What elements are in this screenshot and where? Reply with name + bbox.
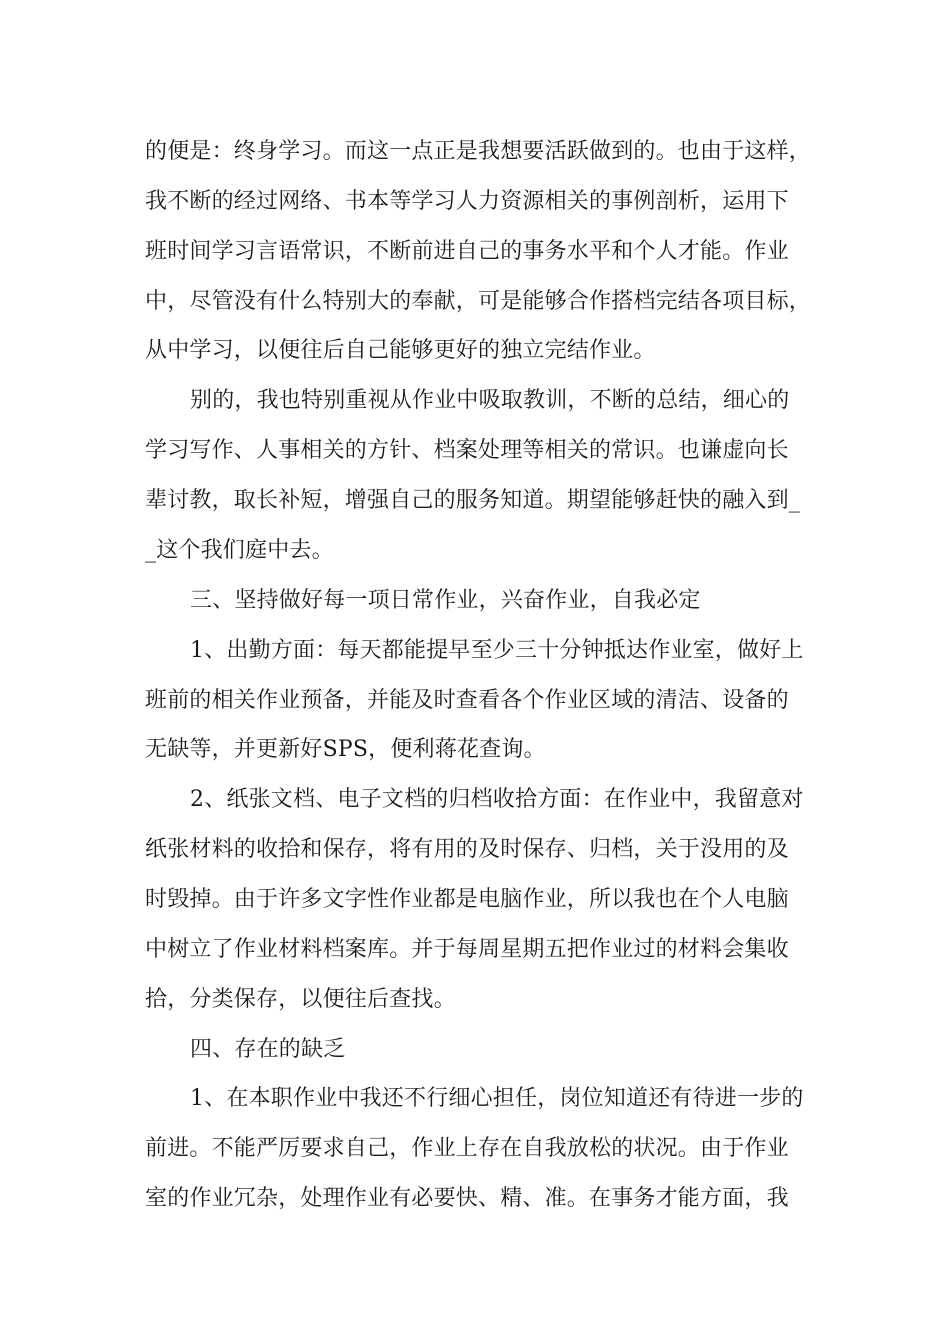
text-line: 1、在本职作业中我还不行细心担任，岗位知道还有待进一步的 — [190, 1086, 804, 1111]
text-line: 拾，分类保存，以便往后查找。 — [145, 987, 456, 1012]
text-line: 我不断的经过网络、书本等学习人力资源相关的事例剖析，运用下 — [145, 189, 789, 214]
text-line: 别的，我也特别重视从作业中吸取教训，不断的总结，细心的 — [190, 388, 790, 413]
text-line: 无缺等，并更新好SPS，便利蒋花查询。 — [145, 737, 546, 762]
text-line: 班时间学习言语常识，不断前进自己的事务水平和个人才能。作业 — [145, 239, 789, 264]
text-line: 班前的相关作业预备，并能及时查看各个作业区域的清洁、设备的 — [145, 688, 789, 713]
text-line: 纸张材料的收拾和保存，将有用的及时保存、归档，关于没用的及 — [145, 837, 789, 862]
text-line: 2、纸张文档、电子文档的归档收拾方面：在作业中，我留意对 — [190, 787, 804, 812]
text-line: 前进。不能严厉要求自己，作业上存在自我放松的状况。由于作业 — [145, 1136, 789, 1161]
text-line: 的便是：终身学习。而这一点正是我想要活跃做到的。也由于这样， — [145, 139, 812, 164]
text-line: 室的作业冗杂，处理作业有必要快、精、准。在事务才能方面，我 — [145, 1186, 789, 1211]
text-line: 从中学习，以便往后自己能够更好的独立完结作业。 — [145, 338, 656, 363]
text-line: 时毁掉。由于许多文字性作业都是电脑作业，所以我也在个人电脑 — [145, 887, 789, 912]
text-line: 中，尽管没有什么特别大的奉献，可是能够合作搭档完结各项目标， — [145, 289, 812, 314]
section-heading: 三、坚持做好每一项日常作业，兴奋作业，自我必定 — [190, 588, 701, 613]
text-line: 1、出勤方面：每天都能提早至少三十分钟抵达作业室，做好上 — [190, 638, 804, 663]
section-heading: 四、存在的缺乏 — [190, 1037, 346, 1062]
text-line: 辈讨教，取长补短，增强自己的服务知道。期望能够赶快的融入到_ — [145, 488, 801, 513]
text-line: 学习写作、人事相关的方针、档案处理等相关的常识。也谦虚向长 — [145, 438, 789, 463]
text-line: 中树立了作业材料档案库。并于每周星期五把作业过的材料会集收 — [145, 937, 789, 962]
text-line: _这个我们庭中去。 — [145, 538, 334, 563]
